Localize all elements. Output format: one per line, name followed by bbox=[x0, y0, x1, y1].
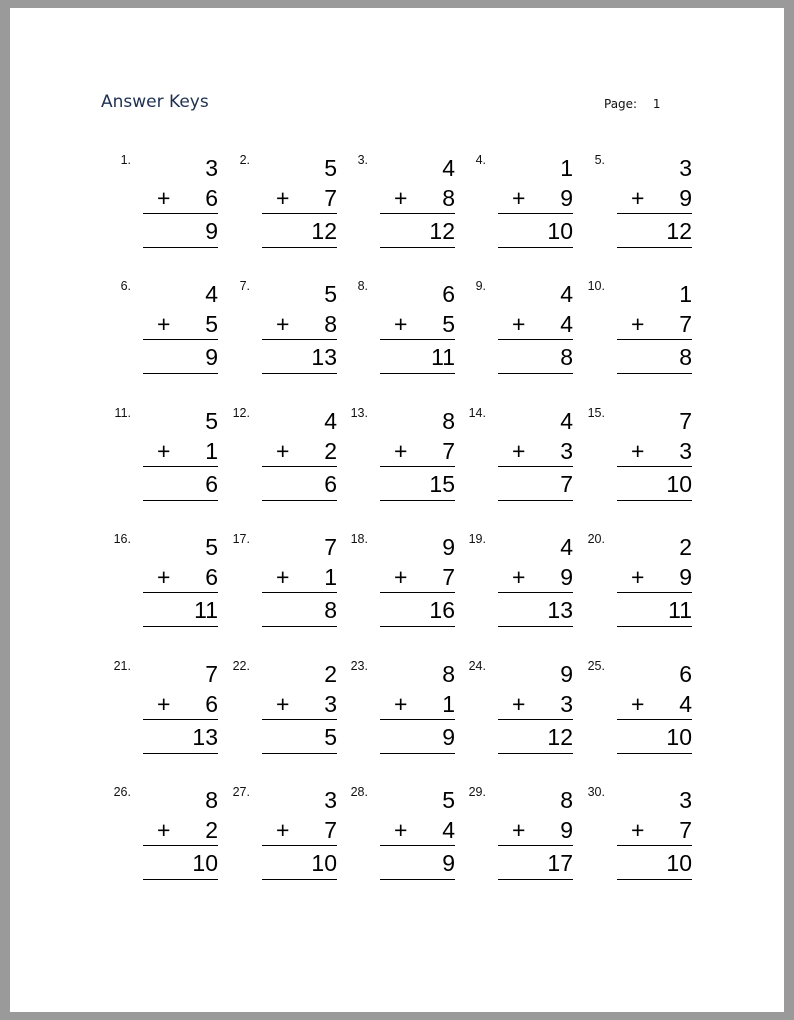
answer-underline bbox=[380, 500, 455, 501]
sum-line bbox=[143, 845, 218, 846]
sum-line bbox=[262, 719, 337, 720]
top-addend: 5 bbox=[324, 155, 337, 181]
top-addend: 3 bbox=[679, 787, 692, 813]
problem-number: 22. bbox=[232, 659, 250, 673]
answer-underline bbox=[380, 626, 455, 627]
answer: 13 bbox=[311, 344, 337, 370]
sum-line bbox=[498, 466, 573, 467]
problem-number: 24. bbox=[468, 659, 486, 673]
sum-line bbox=[143, 339, 218, 340]
bottom-addend: 5 bbox=[205, 311, 218, 337]
top-addend: 1 bbox=[560, 155, 573, 181]
page-indicator bbox=[604, 97, 661, 111]
answer: 5 bbox=[324, 724, 337, 750]
top-addend: 9 bbox=[560, 661, 573, 687]
answer: 17 bbox=[547, 850, 573, 876]
addition-problem bbox=[463, 279, 573, 389]
plus-operator: + bbox=[631, 691, 645, 717]
top-addend: 2 bbox=[679, 534, 692, 560]
answer: 11 bbox=[668, 597, 692, 623]
addition-problem bbox=[108, 532, 218, 642]
plus-operator: + bbox=[394, 691, 408, 717]
top-addend: 7 bbox=[205, 661, 218, 687]
plus-operator: + bbox=[512, 311, 526, 337]
answer-underline bbox=[617, 247, 692, 248]
sum-line bbox=[143, 592, 218, 593]
bottom-addend: 2 bbox=[324, 438, 337, 464]
plus-operator: + bbox=[512, 817, 526, 843]
plus-operator: + bbox=[276, 438, 290, 464]
bottom-addend: 2 bbox=[205, 817, 218, 843]
problem-number: 19. bbox=[468, 532, 486, 546]
sum-line bbox=[498, 592, 573, 593]
bottom-addend: 7 bbox=[679, 311, 692, 337]
answer: 12 bbox=[429, 218, 455, 244]
problem-number: 18. bbox=[350, 532, 368, 546]
answer-underline bbox=[498, 373, 573, 374]
bottom-addend: 1 bbox=[205, 438, 218, 464]
answer-underline bbox=[498, 879, 573, 880]
plus-operator: + bbox=[631, 185, 645, 211]
sum-line bbox=[498, 719, 573, 720]
answer-underline bbox=[498, 247, 573, 248]
answer-underline bbox=[380, 879, 455, 880]
addition-problem bbox=[582, 153, 692, 263]
answer: 10 bbox=[666, 724, 692, 750]
bottom-addend: 3 bbox=[560, 438, 573, 464]
plus-operator: + bbox=[631, 564, 645, 590]
addition-problem bbox=[582, 279, 692, 389]
addition-problem bbox=[108, 153, 218, 263]
answer: 7 bbox=[560, 471, 573, 497]
addition-problem bbox=[463, 406, 573, 516]
answer: 13 bbox=[192, 724, 218, 750]
answer-underline bbox=[143, 500, 218, 501]
plus-operator: + bbox=[276, 817, 290, 843]
answer: 12 bbox=[666, 218, 692, 244]
bottom-addend: 8 bbox=[442, 185, 455, 211]
answer: 10 bbox=[311, 850, 337, 876]
answer-underline bbox=[143, 247, 218, 248]
plus-operator: + bbox=[157, 311, 171, 337]
sum-line bbox=[380, 719, 455, 720]
top-addend: 4 bbox=[442, 155, 455, 181]
problem-number: 29. bbox=[468, 785, 486, 799]
problem-number: 25. bbox=[587, 659, 605, 673]
top-addend: 4 bbox=[324, 408, 337, 434]
bottom-addend: 6 bbox=[205, 564, 218, 590]
answer-underline bbox=[380, 373, 455, 374]
answer-underline bbox=[498, 626, 573, 627]
problem-number: 28. bbox=[350, 785, 368, 799]
addition-problem bbox=[227, 659, 337, 769]
problem-number: 9. bbox=[475, 279, 486, 293]
page-number: 1 bbox=[652, 97, 661, 111]
problem-number: 13. bbox=[350, 406, 368, 420]
top-addend: 4 bbox=[560, 281, 573, 307]
addition-problem bbox=[582, 785, 692, 895]
problem-number: 14. bbox=[468, 406, 486, 420]
addition-problem bbox=[227, 532, 337, 642]
addition-problem bbox=[108, 279, 218, 389]
plus-operator: + bbox=[157, 564, 171, 590]
answer: 8 bbox=[324, 597, 337, 623]
plus-operator: + bbox=[512, 564, 526, 590]
problem-number: 4. bbox=[475, 153, 486, 167]
plus-operator: + bbox=[394, 817, 408, 843]
sum-line bbox=[262, 213, 337, 214]
worksheet-page bbox=[10, 8, 784, 1012]
bottom-addend: 9 bbox=[560, 564, 573, 590]
sum-line bbox=[617, 592, 692, 593]
bottom-addend: 4 bbox=[442, 817, 455, 843]
plus-operator: + bbox=[157, 438, 171, 464]
plus-operator: + bbox=[157, 817, 171, 843]
bottom-addend: 3 bbox=[324, 691, 337, 717]
sum-line bbox=[498, 845, 573, 846]
plus-operator: + bbox=[276, 691, 290, 717]
sum-line bbox=[262, 466, 337, 467]
sum-line bbox=[143, 213, 218, 214]
bottom-addend: 6 bbox=[205, 691, 218, 717]
answer-underline bbox=[262, 373, 337, 374]
plus-operator: + bbox=[276, 311, 290, 337]
top-addend: 3 bbox=[679, 155, 692, 181]
top-addend: 7 bbox=[679, 408, 692, 434]
bottom-addend: 7 bbox=[442, 438, 455, 464]
addition-problem bbox=[345, 406, 455, 516]
sum-line bbox=[262, 339, 337, 340]
sum-line bbox=[498, 213, 573, 214]
problem-number: 10. bbox=[587, 279, 605, 293]
sum-line bbox=[498, 339, 573, 340]
bottom-addend: 7 bbox=[442, 564, 455, 590]
top-addend: 2 bbox=[324, 661, 337, 687]
addition-problem bbox=[108, 659, 218, 769]
plus-operator: + bbox=[512, 691, 526, 717]
answer-underline bbox=[380, 247, 455, 248]
answer: 15 bbox=[429, 471, 455, 497]
top-addend: 5 bbox=[324, 281, 337, 307]
addition-problem bbox=[345, 279, 455, 389]
bottom-addend: 4 bbox=[679, 691, 692, 717]
answer: 11 bbox=[431, 344, 455, 370]
problem-number: 11. bbox=[114, 406, 131, 420]
problem-number: 3. bbox=[357, 153, 368, 167]
sum-line bbox=[380, 466, 455, 467]
top-addend: 6 bbox=[442, 281, 455, 307]
addition-problem bbox=[582, 532, 692, 642]
answer-underline bbox=[262, 879, 337, 880]
addition-problem bbox=[345, 153, 455, 263]
answer: 10 bbox=[666, 471, 692, 497]
problem-number: 21. bbox=[113, 659, 131, 673]
plus-operator: + bbox=[157, 185, 171, 211]
answer-underline bbox=[143, 753, 218, 754]
top-addend: 4 bbox=[205, 281, 218, 307]
problem-number: 7. bbox=[239, 279, 250, 293]
addition-problem bbox=[582, 659, 692, 769]
top-addend: 5 bbox=[205, 408, 218, 434]
top-addend: 1 bbox=[679, 281, 692, 307]
answer-underline bbox=[262, 626, 337, 627]
answer: 16 bbox=[429, 597, 455, 623]
plus-operator: + bbox=[394, 438, 408, 464]
answer: 9 bbox=[205, 218, 218, 244]
bottom-addend: 8 bbox=[324, 311, 337, 337]
page-label: Page: bbox=[604, 97, 638, 111]
problem-number: 23. bbox=[350, 659, 368, 673]
answer-underline bbox=[262, 753, 337, 754]
sum-line bbox=[380, 213, 455, 214]
plus-operator: + bbox=[631, 817, 645, 843]
bottom-addend: 7 bbox=[324, 185, 337, 211]
sum-line bbox=[380, 845, 455, 846]
bottom-addend: 5 bbox=[442, 311, 455, 337]
problem-number: 17. bbox=[232, 532, 250, 546]
sum-line bbox=[262, 845, 337, 846]
answer-underline bbox=[617, 373, 692, 374]
problem-number: 15. bbox=[587, 406, 605, 420]
top-addend: 5 bbox=[442, 787, 455, 813]
answer: 8 bbox=[560, 344, 573, 370]
bottom-addend: 9 bbox=[560, 185, 573, 211]
addition-problem bbox=[227, 785, 337, 895]
answer-underline bbox=[143, 626, 218, 627]
bottom-addend: 7 bbox=[679, 817, 692, 843]
problem-number: 26. bbox=[113, 785, 131, 799]
bottom-addend: 9 bbox=[679, 564, 692, 590]
answer-underline bbox=[380, 753, 455, 754]
plus-operator: + bbox=[276, 564, 290, 590]
sum-line bbox=[617, 845, 692, 846]
answer-underline bbox=[262, 247, 337, 248]
sum-line bbox=[143, 466, 218, 467]
answer-underline bbox=[143, 879, 218, 880]
top-addend: 8 bbox=[205, 787, 218, 813]
sum-line bbox=[380, 339, 455, 340]
answer-underline bbox=[143, 373, 218, 374]
answer: 10 bbox=[547, 218, 573, 244]
answer-underline bbox=[498, 753, 573, 754]
addition-problem bbox=[108, 406, 218, 516]
answer-underline bbox=[498, 500, 573, 501]
addition-problem bbox=[108, 785, 218, 895]
bottom-addend: 3 bbox=[679, 438, 692, 464]
addition-problem bbox=[463, 532, 573, 642]
top-addend: 7 bbox=[324, 534, 337, 560]
answer-underline bbox=[617, 500, 692, 501]
top-addend: 4 bbox=[560, 534, 573, 560]
sum-line bbox=[380, 592, 455, 593]
addition-problem bbox=[345, 659, 455, 769]
top-addend: 6 bbox=[679, 661, 692, 687]
bottom-addend: 1 bbox=[442, 691, 455, 717]
bottom-addend: 9 bbox=[560, 817, 573, 843]
addition-problem bbox=[345, 785, 455, 895]
problem-number: 16. bbox=[113, 532, 131, 546]
answer: 13 bbox=[547, 597, 573, 623]
problem-number: 27. bbox=[232, 785, 250, 799]
problem-number: 30. bbox=[587, 785, 605, 799]
plus-operator: + bbox=[276, 185, 290, 211]
answer-underline bbox=[617, 626, 692, 627]
answer: 9 bbox=[205, 344, 218, 370]
bottom-addend: 4 bbox=[560, 311, 573, 337]
addition-problem bbox=[582, 406, 692, 516]
plus-operator: + bbox=[394, 311, 408, 337]
page-title: Answer Keys bbox=[101, 92, 209, 112]
problem-number: 12. bbox=[232, 406, 250, 420]
sum-line bbox=[617, 719, 692, 720]
answer-underline bbox=[617, 879, 692, 880]
plus-operator: + bbox=[512, 185, 526, 211]
top-addend: 9 bbox=[442, 534, 455, 560]
plus-operator: + bbox=[631, 438, 645, 464]
sum-line bbox=[617, 213, 692, 214]
answer: 10 bbox=[192, 850, 218, 876]
answer: 12 bbox=[311, 218, 337, 244]
answer-underline bbox=[617, 753, 692, 754]
top-addend: 8 bbox=[442, 408, 455, 434]
bottom-addend: 9 bbox=[679, 185, 692, 211]
answer: 11 bbox=[194, 597, 218, 623]
addition-problem bbox=[463, 659, 573, 769]
top-addend: 4 bbox=[560, 408, 573, 434]
sum-line bbox=[143, 719, 218, 720]
problem-number: 8. bbox=[357, 279, 368, 293]
addition-problem bbox=[227, 153, 337, 263]
addition-problem bbox=[227, 406, 337, 516]
sum-line bbox=[617, 466, 692, 467]
plus-operator: + bbox=[512, 438, 526, 464]
bottom-addend: 3 bbox=[560, 691, 573, 717]
plus-operator: + bbox=[394, 185, 408, 211]
top-addend: 3 bbox=[324, 787, 337, 813]
answer-underline bbox=[262, 500, 337, 501]
bottom-addend: 6 bbox=[205, 185, 218, 211]
problem-number: 6. bbox=[120, 279, 131, 293]
answer: 9 bbox=[442, 724, 455, 750]
top-addend: 8 bbox=[560, 787, 573, 813]
answer: 6 bbox=[324, 471, 337, 497]
addition-problem bbox=[463, 785, 573, 895]
answer: 10 bbox=[666, 850, 692, 876]
sum-line bbox=[262, 592, 337, 593]
answer: 8 bbox=[679, 344, 692, 370]
problem-number: 2. bbox=[239, 153, 250, 167]
bottom-addend: 7 bbox=[324, 817, 337, 843]
plus-operator: + bbox=[394, 564, 408, 590]
addition-problem bbox=[227, 279, 337, 389]
answer: 6 bbox=[205, 471, 218, 497]
top-addend: 3 bbox=[205, 155, 218, 181]
answer: 12 bbox=[547, 724, 573, 750]
problem-number: 5. bbox=[594, 153, 605, 167]
addition-problem bbox=[463, 153, 573, 263]
addition-problem bbox=[345, 532, 455, 642]
plus-operator: + bbox=[631, 311, 645, 337]
problem-number: 20. bbox=[587, 532, 605, 546]
bottom-addend: 1 bbox=[324, 564, 337, 590]
plus-operator: + bbox=[157, 691, 171, 717]
problem-number: 1. bbox=[120, 153, 131, 167]
sum-line bbox=[617, 339, 692, 340]
top-addend: 5 bbox=[205, 534, 218, 560]
top-addend: 8 bbox=[442, 661, 455, 687]
answer: 9 bbox=[442, 850, 455, 876]
